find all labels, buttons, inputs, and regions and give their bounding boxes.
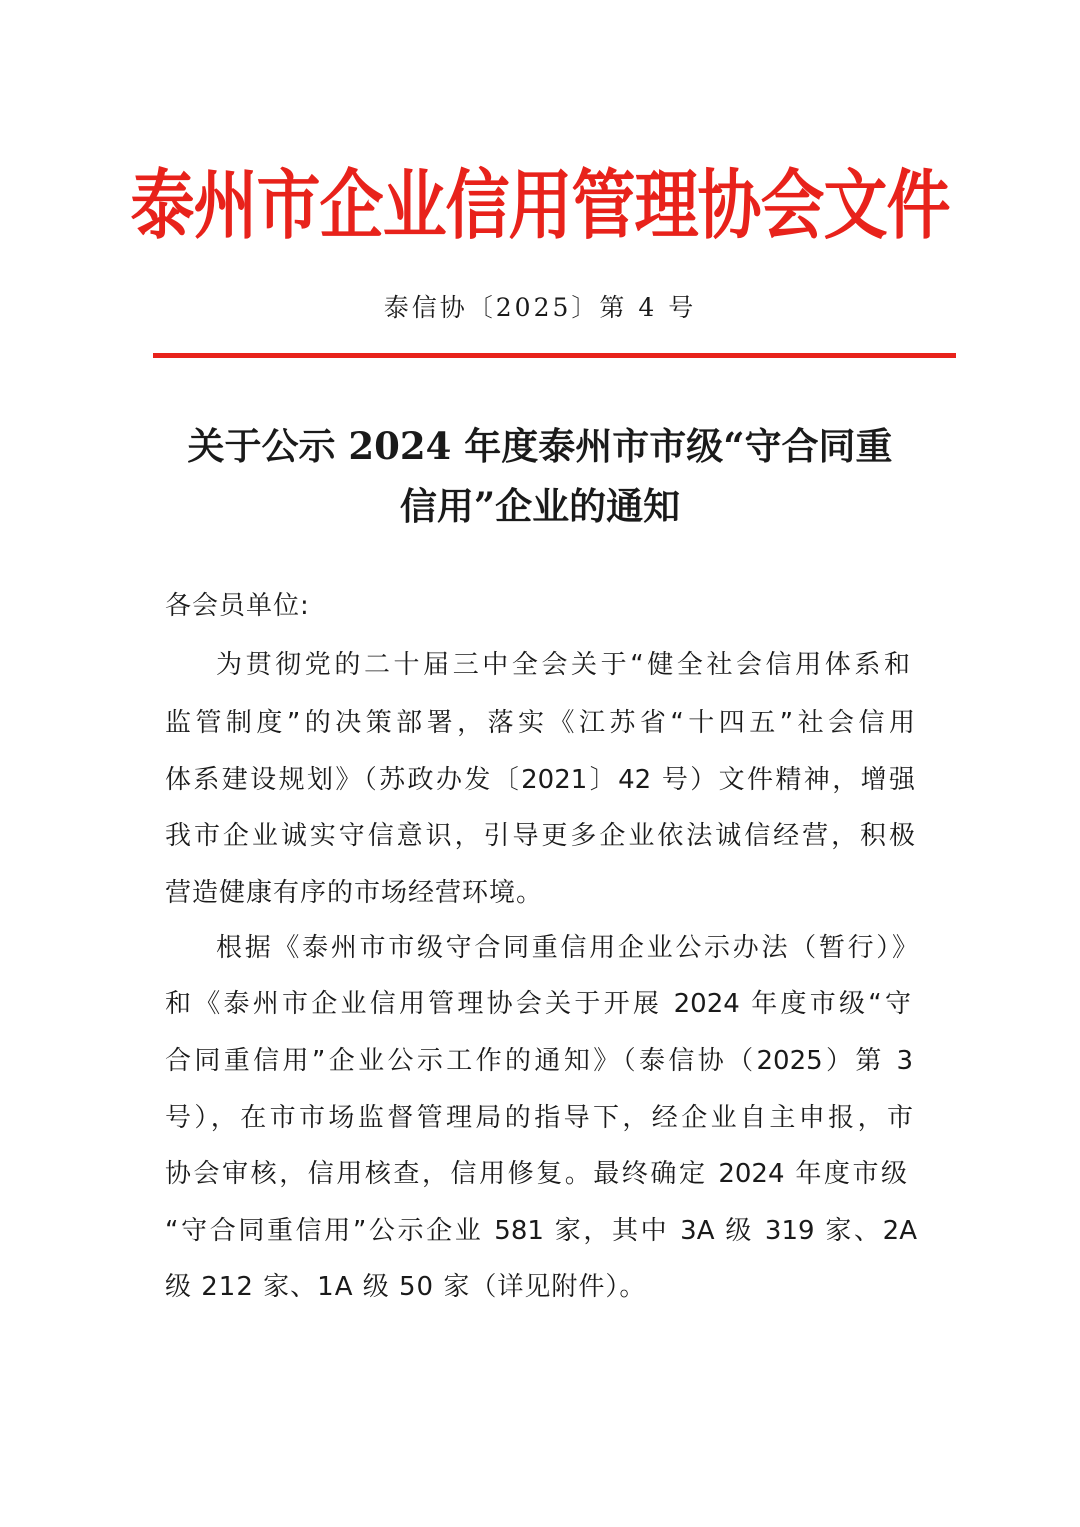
- document-masthead: 泰州市企业信用管理协会文件: [130, 162, 950, 251]
- paragraph-line: 为贯彻党的二十届三中全会关于“健全社会信用体系和: [216, 650, 910, 680]
- paragraph-line: 监管制度”的决策部署，落实《江苏省“十四五”社会信用: [165, 708, 915, 738]
- notice-title: [150, 416, 930, 536]
- paragraph-line: “守合同重信用”公示企业 581 家，其中 3A 级 319 家、2A: [165, 1216, 917, 1246]
- paragraph-line: 根据《泰州市市级守合同重信用企业公示办法（暂行）》: [216, 933, 918, 963]
- paragraph-line: 我市企业诚实守信意识，引导更多企业依法诚信经营，积极: [165, 821, 915, 851]
- notice-title-line: 关于公示 2024 年度泰州市市级“守合同重: [187, 424, 893, 468]
- paragraph-line: 和《泰州市企业信用管理协会关于开展 2024 年度市级“守: [165, 989, 911, 1019]
- paragraph-line: 号），在市市场监督管理局的指导下，经企业自主申报，市: [165, 1103, 913, 1133]
- paragraph-line: 营造健康有序的市场经营环境。: [165, 878, 544, 908]
- salutation: 各会员单位:: [165, 591, 310, 621]
- paragraph-line: 合同重信用”企业公示工作的通知》（泰信协（2025）第 3: [165, 1046, 913, 1076]
- document-number: 泰信协〔2025〕第 4 号: [383, 293, 697, 322]
- red-divider-rule: [153, 353, 956, 358]
- paragraph-line: 协会审核，信用核查，信用修复。最终确定 2024 年度市级: [165, 1159, 907, 1189]
- paragraph-line: 级 212 家、1A 级 50 家（详见附件）。: [165, 1272, 647, 1302]
- notice-title-line: 信用”企业的通知: [399, 484, 681, 528]
- paragraph-line: 体系建设规划》（苏政办发〔2021〕42 号）文件精神，增强: [165, 765, 915, 795]
